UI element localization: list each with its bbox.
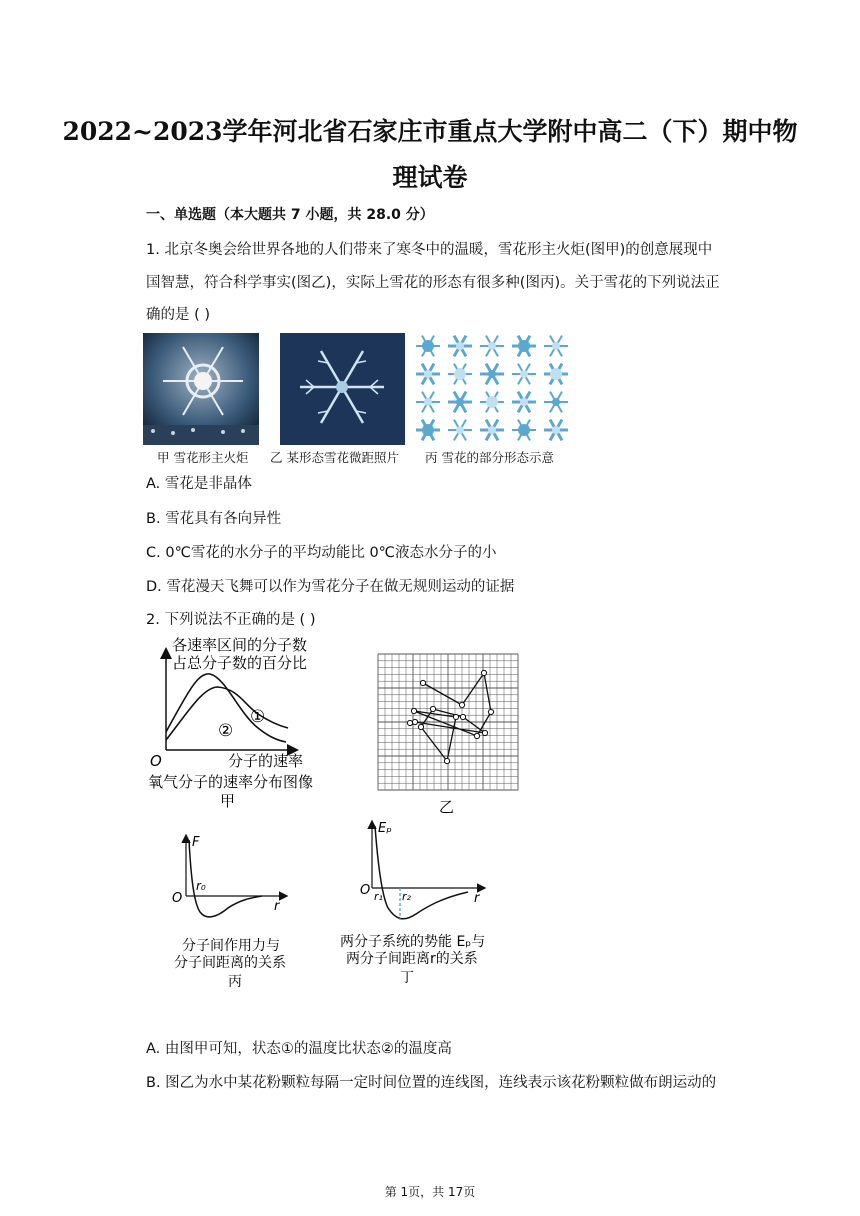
jia-curve-1-label: ①: [250, 707, 266, 727]
ding-r1: r₁: [374, 890, 383, 903]
particle-path: [410, 673, 491, 761]
snowflake-shape: [480, 364, 504, 385]
q1-option-b: B. 雪花具有各向异性: [146, 511, 282, 527]
caption-yi: 乙 某形态雪花微距照片: [270, 450, 399, 465]
caption-bing: 丙 雪花的部分形态示意: [425, 450, 554, 465]
q1-option-d: D. 雪花漫天飞舞可以作为雪花分子在做无规则运动的证据: [146, 579, 515, 595]
particle-position: [420, 680, 425, 685]
ding-r2: r₂: [402, 890, 411, 903]
q1-stem-line-3: 确的是 ( ): [146, 307, 211, 323]
brownian-motion-graph: [376, 652, 521, 817]
bing-caption-3: 丙: [228, 974, 242, 990]
particle-position: [482, 730, 487, 735]
snowflake-shape: [512, 364, 536, 385]
snowflake-shape: [544, 392, 568, 413]
q2-stem: 2. 下列说法不正确的是 ( ): [146, 612, 316, 628]
snowflake-torch-photo: [143, 333, 259, 445]
bing-caption-1: 分子间作用力与: [182, 938, 280, 954]
ding-caption-1: 两分子系统的势能 Eₚ与: [340, 934, 486, 950]
snowflake-shape: [416, 364, 440, 385]
q1-option-a: A. 雪花是非晶体: [146, 476, 252, 492]
particle-position: [481, 670, 486, 675]
ding-caption-3: 丁: [400, 970, 414, 986]
jia-ylabel-2: 占总分子数的百分比: [172, 654, 308, 672]
q2-option-a: A. 由图甲可知，状态①的温度比状态②的温度高: [146, 1041, 452, 1057]
particle-position: [418, 724, 423, 729]
snowflake-shape: [480, 420, 504, 441]
ding-origin: O: [360, 883, 371, 898]
ding-ylabel: Eₚ: [378, 821, 392, 836]
bing-xlabel: r: [274, 899, 280, 914]
page-title-line-1: 2022~2023学年河北省石家庄市重点大学附中高二（下）期中物: [62, 117, 798, 146]
yi-caption: 乙: [439, 798, 455, 816]
page-title-line-2: 理试卷: [392, 163, 468, 192]
snowflake-shape: [544, 420, 568, 441]
caption-jia: 甲 雪花形主火炬: [157, 450, 249, 465]
particle-position: [460, 714, 465, 719]
snowflake-shape: [480, 336, 504, 357]
snowflake-shape: [512, 336, 536, 357]
q2-option-b: B. 图乙为水中某花粉颗粒每隔一定时间位置的连线图，连线表示该花粉颗粒做布朗运动的: [146, 1075, 717, 1091]
particle-position: [407, 720, 412, 725]
particle-position: [474, 733, 479, 738]
particle-position: [453, 714, 458, 719]
snowflake-shape: [416, 392, 440, 413]
snowflake-shape: [512, 392, 536, 413]
page-footer: 第 1页，共 17页: [384, 1185, 476, 1199]
snowflake-shape: [448, 364, 472, 385]
snowflake-shape: [512, 420, 536, 441]
q1-stem-line-1: 1. 北京冬奥会给世界各地的人们带来了寒冬中的温暖，雪花形主火炬(图甲)的创意展现中: [146, 242, 713, 258]
bing-ylabel: F: [192, 835, 200, 850]
snowflake-shape: [448, 392, 472, 413]
jia-ylabel-1: 各速率区间的分子数: [172, 636, 308, 654]
snowflake-shape: [544, 336, 568, 357]
section-heading: 一、单选题（本大题共 7 小题，共 28.0 分）: [146, 207, 434, 223]
particle-position: [444, 758, 449, 763]
speed-distribution-graph: [148, 632, 338, 814]
force-distance-graph: [166, 828, 306, 998]
snowflake-shape: [448, 336, 472, 357]
jia-caption-2: 甲: [220, 792, 236, 810]
bing-caption-2: 分子间距离的关系: [174, 955, 286, 971]
snowflake-macro-photo: [280, 333, 405, 445]
particle-position: [488, 709, 493, 714]
jia-xlabel: 分子的速率: [228, 752, 304, 770]
snowflake-shape: [544, 364, 568, 385]
snowflake-shape: [480, 392, 504, 413]
potential-energy-graph: [338, 816, 508, 994]
bing-r0: r₀: [196, 879, 206, 893]
snowflake-shapes-grid: [412, 332, 574, 444]
particle-position: [411, 708, 416, 713]
ding-xlabel: r: [474, 891, 480, 906]
snowflake-shape: [416, 336, 440, 357]
snowflake-shape: [448, 420, 472, 441]
jia-curve-2-label: ②: [218, 721, 234, 741]
q1-stem-line-2: 国智慧，符合科学事实(图乙)，实际上雪花的形态有很多种(图丙)。关于雪花的下列说法正: [146, 275, 720, 291]
bing-origin: O: [172, 891, 183, 906]
particle-position: [459, 702, 464, 707]
particle-position: [430, 706, 435, 711]
ding-caption-2: 两分子间距离r的关系: [346, 951, 478, 967]
q1-option-c: C. 0℃雪花的水分子的平均动能比 0℃液态水分子的小: [146, 545, 497, 561]
jia-caption-1: 氧气分子的速率分布图像: [148, 773, 314, 791]
jia-origin: O: [150, 752, 162, 770]
particle-position: [412, 719, 417, 724]
snowflake-shape: [416, 420, 440, 441]
